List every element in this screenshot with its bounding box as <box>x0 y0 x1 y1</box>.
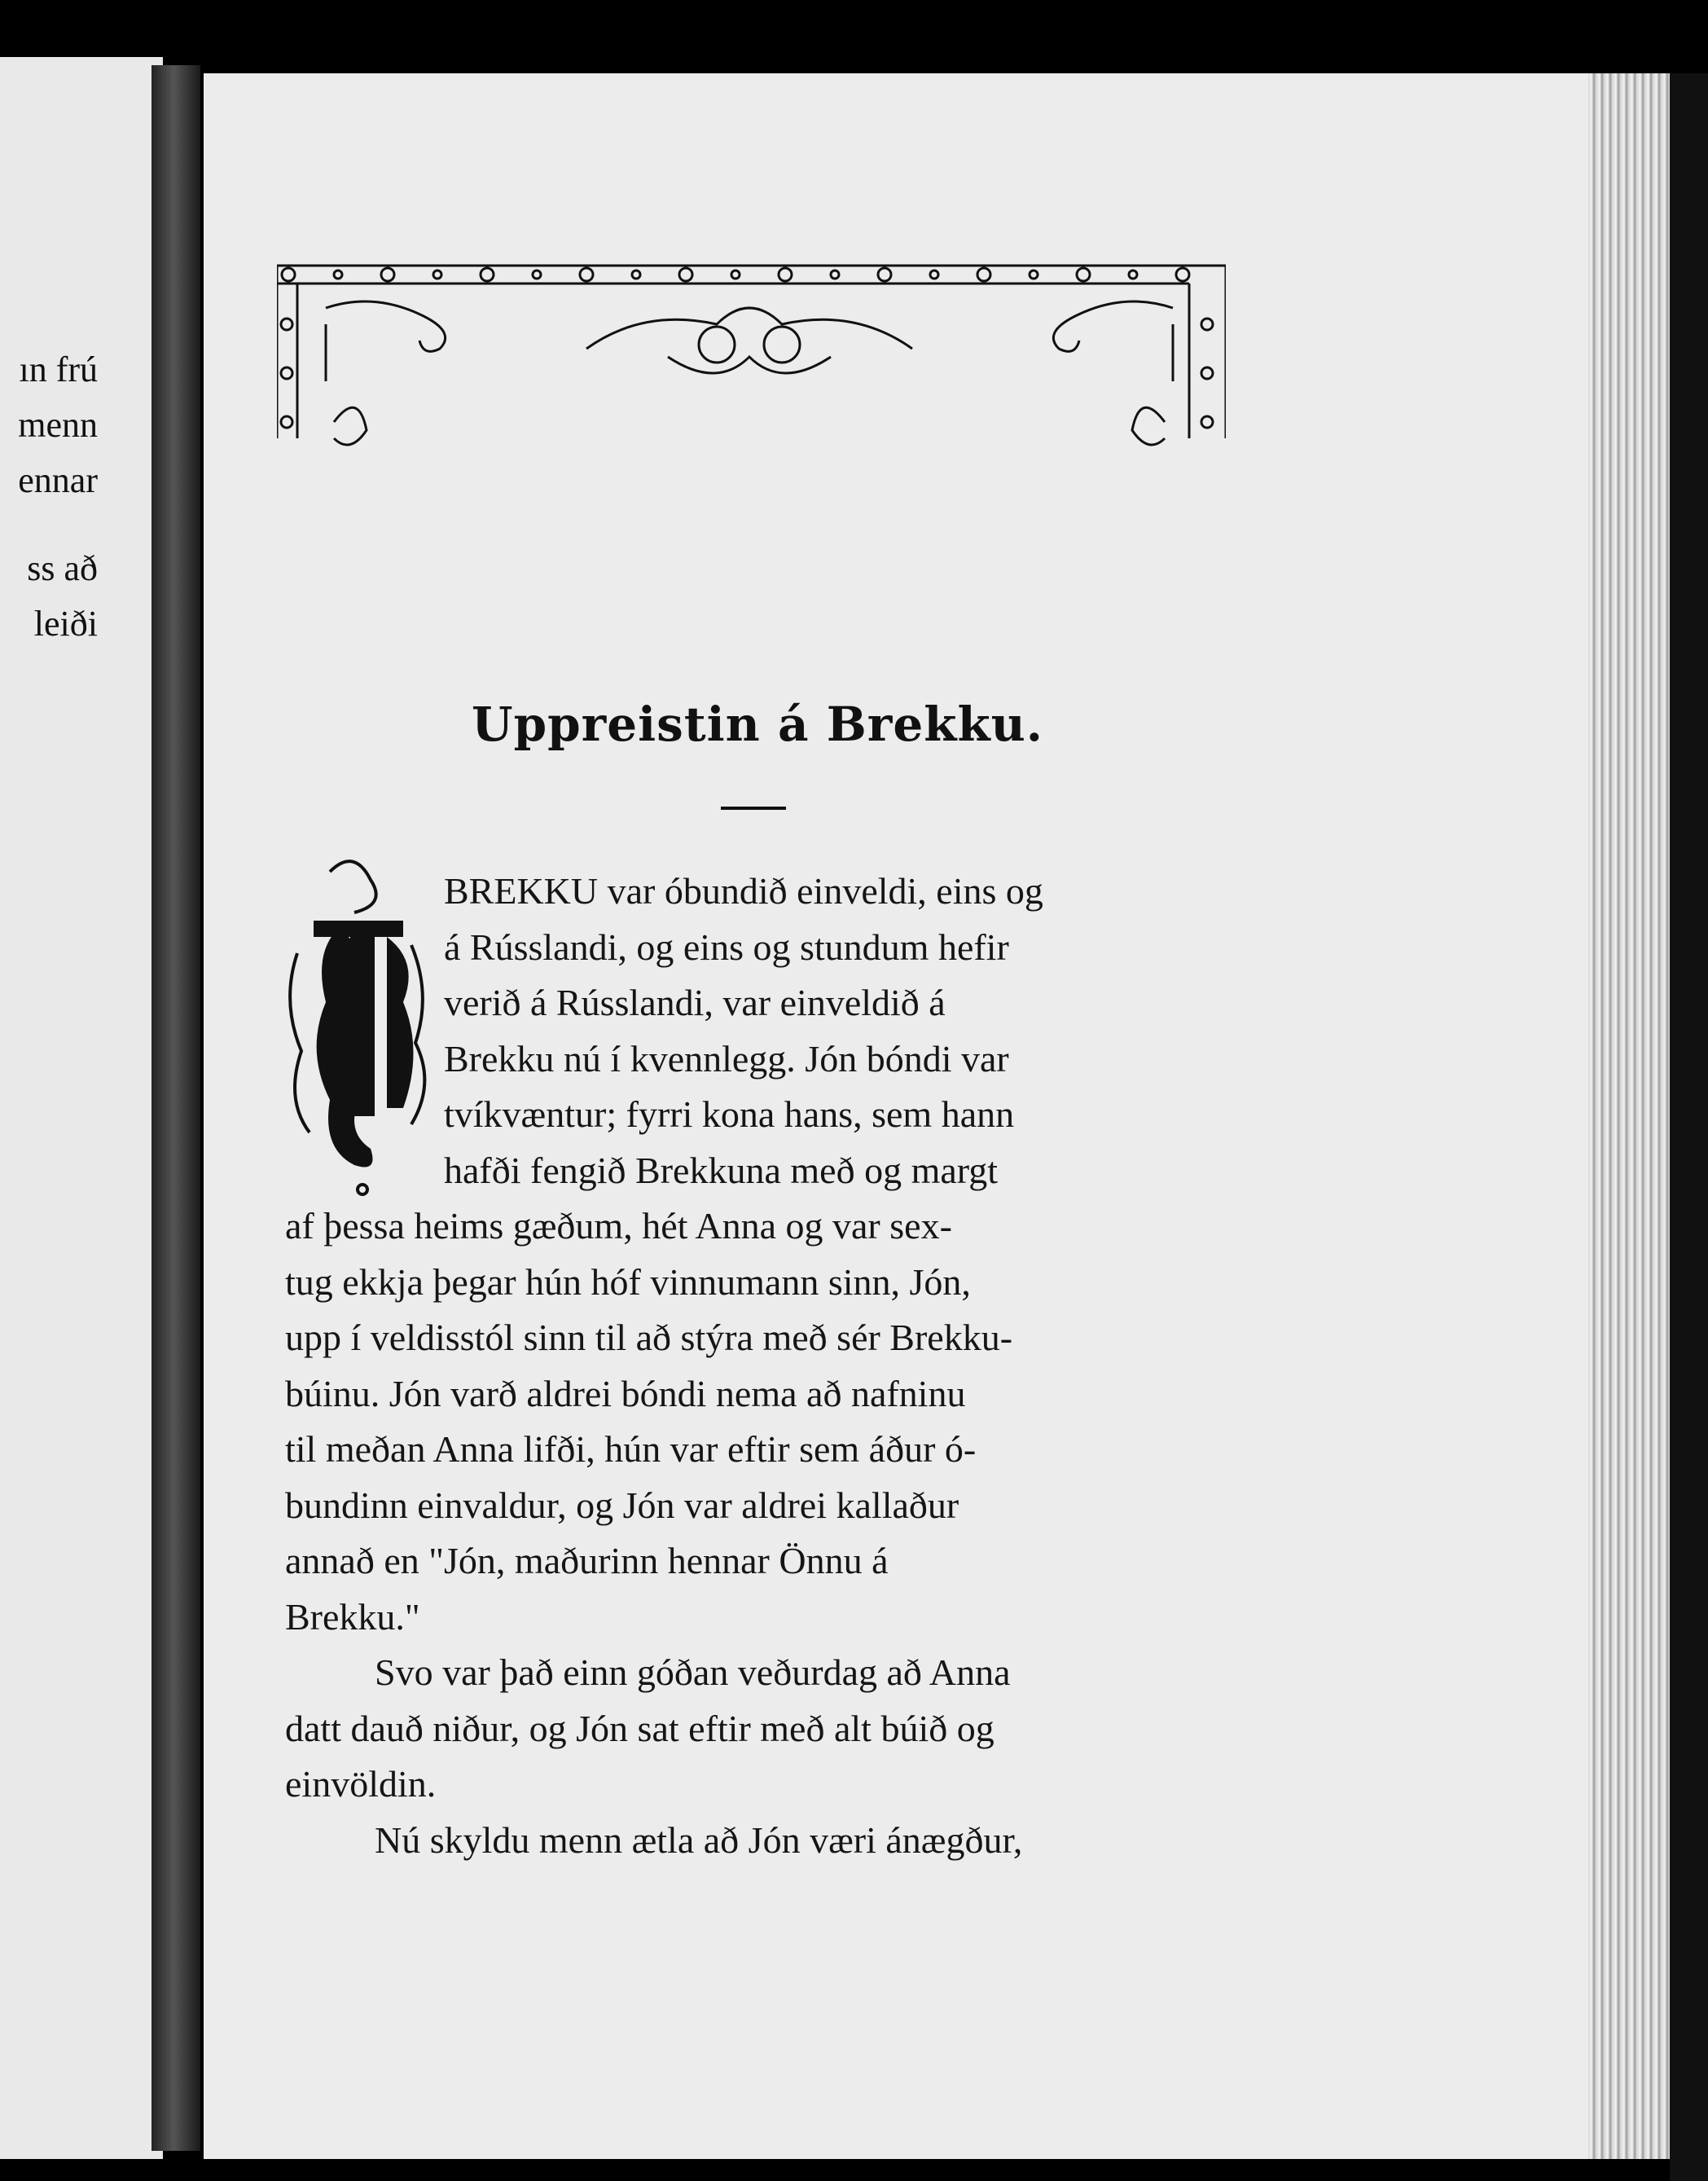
ornament-dot <box>281 319 292 330</box>
ornament-dot <box>1201 367 1213 379</box>
ornament-dot <box>1176 268 1189 281</box>
ornament-dot <box>1129 270 1137 279</box>
previous-page-text <box>0 342 98 652</box>
ornament-dot <box>381 268 394 281</box>
text-line: einvöldin. <box>285 1763 437 1805</box>
title-rule <box>721 807 786 810</box>
text-line: verið á Rússlandi, var einveldið á <box>444 982 946 1023</box>
ornament-dot <box>679 268 692 281</box>
ornament-dot <box>1030 270 1038 279</box>
text-line: Nú skyldu menn ætla að Jón væri ánægður, <box>375 1818 1023 1861</box>
ornament-dot <box>930 270 938 279</box>
ornament-dot <box>281 416 292 428</box>
ornament-dot <box>779 268 792 281</box>
text-line: BREKKU var óbundið einveldi, eins og <box>444 870 1043 912</box>
previous-page-line: ss að <box>27 548 98 588</box>
chapter-title: Uppreistin á Brekku. <box>471 697 1043 752</box>
ornament-dot <box>1201 416 1213 428</box>
previous-page-line: leiði <box>33 604 98 644</box>
text-line: Brekku." <box>285 1595 420 1638</box>
text-line: af þessa heims gæðum, hét Anna og var sex- <box>285 1205 952 1247</box>
ornament-header <box>277 259 1226 471</box>
text-line: tvíkvæntur; fyrri kona hans, sem hann <box>444 1093 1015 1135</box>
text-line: á Rússlandi, og eins og stundum hefir <box>444 926 1009 968</box>
ornament-dot <box>433 270 441 279</box>
ornament-dot <box>1077 268 1090 281</box>
ornament-dot <box>281 367 292 379</box>
ornament-dot <box>878 268 891 281</box>
ornament-dot <box>533 270 541 279</box>
previous-page-line: ennar <box>18 460 98 500</box>
text-line: bundinn einvaldur, og Jón var aldrei kallaður <box>285 1484 959 1526</box>
ornament-dot <box>977 268 990 281</box>
ornament-dot <box>731 270 740 279</box>
ornament-dot <box>282 268 295 281</box>
text-line: tug ekkja þegar hún hóf vinnumann sinn, Jón, <box>285 1260 971 1303</box>
text-line: búinu. Jón varð aldrei bóndi nema að nafninu <box>285 1372 966 1414</box>
ornament-dot <box>632 270 640 279</box>
text-line: upp í veldisstól sinn til að stýra með sér Brekku- <box>285 1317 1013 1358</box>
previous-page-line: menn <box>18 405 98 445</box>
text-line: annað en "Jón, maðurinn hennar Önnu á <box>285 1540 889 1581</box>
ornament-dot <box>1201 319 1213 330</box>
ornament-dot <box>481 268 494 281</box>
book-spine <box>151 65 200 2151</box>
ornament-dot <box>334 270 342 279</box>
text-line: Brekku nú í kvennlegg. Jón bóndi var <box>444 1037 1009 1080</box>
ornament-dot <box>831 270 839 279</box>
text-line: hafði fengið Brekkuna með og margt <box>444 1149 999 1191</box>
book-cover-edge <box>1670 73 1708 2181</box>
text-line: datt dauð niður, og Jón sat eftir með alt búið og <box>285 1707 995 1749</box>
body-text <box>285 864 1246 1868</box>
text-line: til meðan Anna lifði, hún var eftir sem áður ó- <box>285 1428 977 1470</box>
text-line: Svo var það einn góðan veðurdag að Anna <box>375 1651 1011 1693</box>
previous-page-line: ın frú <box>19 350 98 389</box>
ornament-dot <box>580 268 593 281</box>
